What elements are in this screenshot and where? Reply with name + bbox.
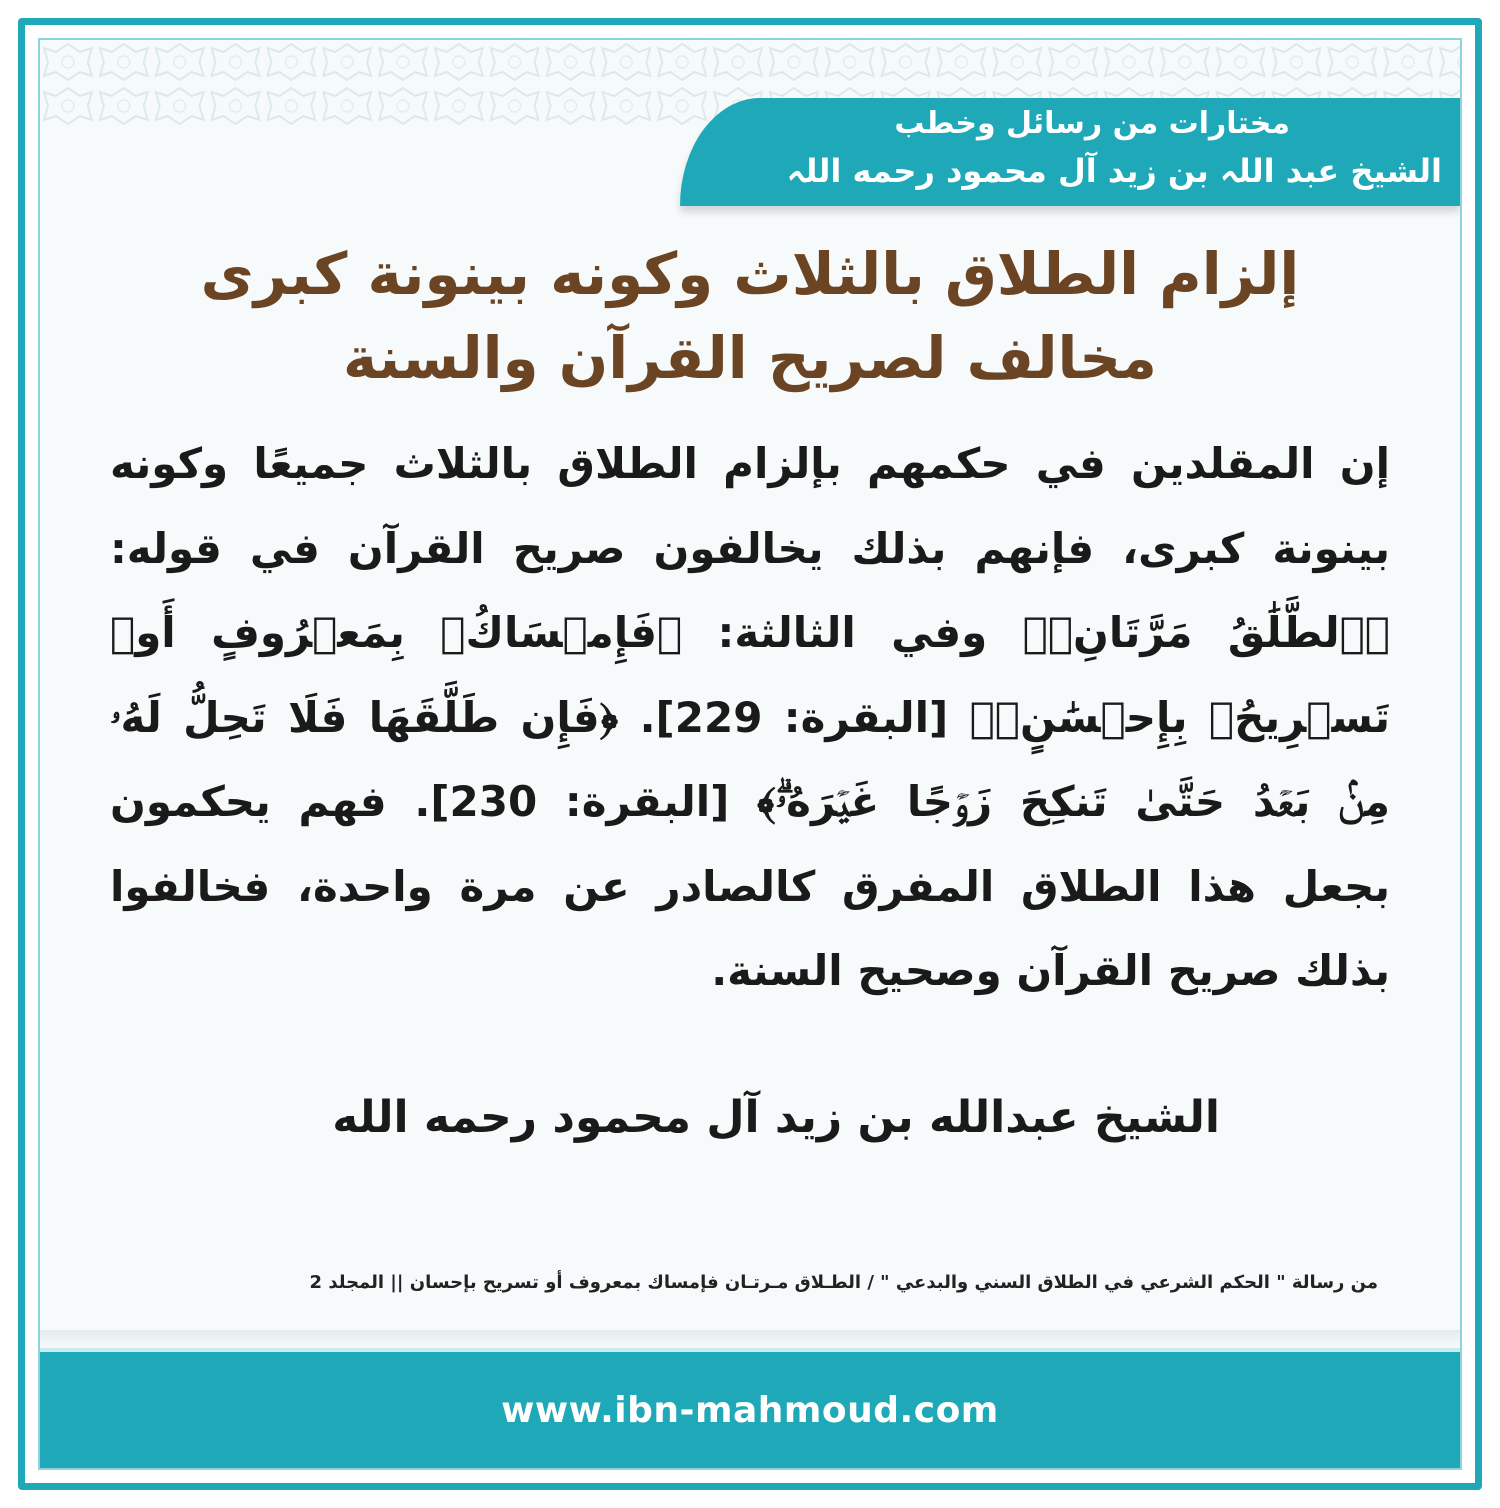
content-panel: [38, 38, 1462, 1470]
header-series-title: مختارات من رسائل وخطب: [894, 106, 1290, 141]
header-band: [680, 98, 1460, 206]
author-signature: الشيخ عبدالله بن زيد آل محمود رحمه الله: [332, 1092, 1220, 1143]
website-link[interactable]: www.ibn-mahmoud.com: [501, 1390, 999, 1431]
source-citation: من رسالة " الحكم الشرعي في الطلاق السني والبدعي " / الطـلاق مـرتـان فإمساك بمعروف أو تسريح بإحسان || المجلد 2: [309, 1272, 1378, 1293]
body-paragraph: إن المقلدين في حكمهم بإلزام الطلاق بالثلاث جميعًا وكونه بينونة كبرى، فإنهم بذلك يخالفون صريح القرآن في قوله: ﴿ٱلطَّلَٰقُ مَرَّتَانِۖ﴾ وفي الثالثة: ﴿فَإِمۡسَاكُۢ بِمَعۡرُوفٍ أَوۡ تَسۡرِيحُۢ بِإِحۡسَٰنٍۗ﴾ [البقرة: 229]. ﴿فَإِن طَلَّقَهَا فَلَا تَحِلُّ لَهُۥ مِنۢ بَعۡدُ حَتَّىٰ تَنكِحَ زَوۡجًا غَيۡرَهُۥۗ﴾ [البقرة: 230]. فهم يحكمون بجعل هذا الطلاق المفرق كالصادر عن مرة واحدة، فخالفوا بذلك صريح القرآن وصحيح السنة.: [110, 439, 1391, 995]
title-line-2: مخالف لصريح القرآن والسنة: [343, 324, 1157, 392]
footer-band: [40, 1348, 1460, 1470]
title-line-1: إلزام الطلاق بالثلاث وكونه بينونة كبرى: [200, 240, 1300, 308]
header-author: الشيخ عبد اللہ بن زيد آل محمود رحمه اللہ: [786, 152, 1442, 190]
page-title: [100, 232, 1400, 400]
footer-separator: [40, 1330, 1460, 1348]
